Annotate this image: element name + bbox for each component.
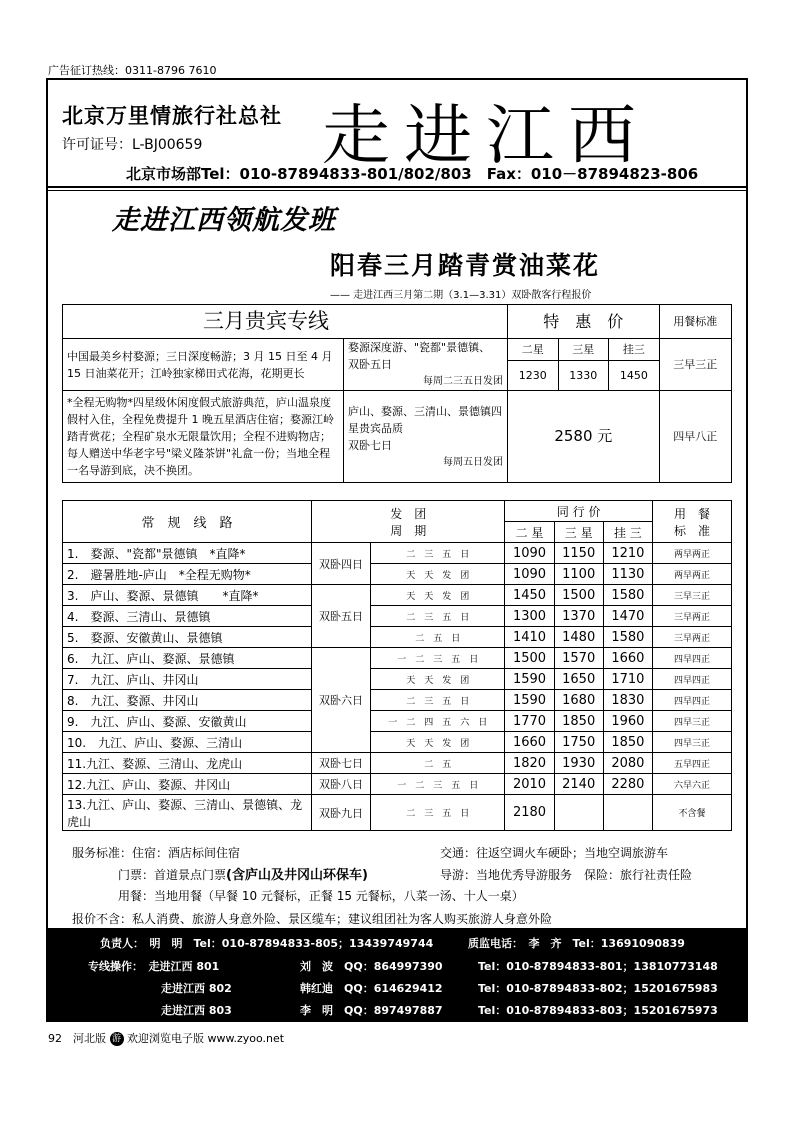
- contact-quality: 质监电话： 李 齐 Tel：13691090839: [468, 937, 685, 950]
- price-tier-3: 1150: [554, 543, 603, 564]
- vip-depart: 每周五日发团: [443, 456, 503, 468]
- vip-title: 三月贵宾专线: [63, 305, 508, 339]
- contact-op-name: 韩红迪 QQ：614629412: [300, 982, 443, 995]
- price-tier-3: 1100: [554, 564, 603, 585]
- vip-meal-header: 用餐标准: [659, 305, 731, 339]
- reg-tier: 挂 三: [603, 522, 652, 543]
- reg-header-meal-text: 用 餐: [673, 506, 710, 521]
- service-ticket-bold: (含庐山及井冈山环保车): [226, 868, 368, 883]
- route-period: 天 天 发 团: [371, 585, 505, 606]
- contact-op-label: 走进江西 803: [161, 1004, 232, 1017]
- service-meal: 用餐：当地用餐（早餐 10 元餐标，正餐 15 元餐标，八菜一汤、十人一桌）: [118, 889, 524, 903]
- service-standard: 服务标准：住宿：酒店标间住宿: [72, 846, 241, 860]
- logo-icon: 游: [110, 1032, 124, 1046]
- table-row: [63, 732, 732, 753]
- reg-header-depart: [312, 501, 505, 543]
- reg-header-meal-text: 标 准: [673, 523, 710, 538]
- route-days: 双卧八日: [312, 774, 371, 795]
- route-meal: 四早四正: [653, 690, 732, 711]
- ad-hotline: 广告征订热线：0311-8796 7610: [48, 64, 217, 77]
- reg-header-price: 同 行 价: [505, 501, 653, 522]
- route-name: 11.九江、婺源、三清山、龙虎山: [63, 753, 312, 774]
- vip-price: 1330: [558, 361, 609, 391]
- route-period: 天 天 发 团: [371, 669, 505, 690]
- table-row: [63, 690, 732, 711]
- route-meal: 三早两正: [653, 627, 732, 648]
- contact-op-name: 刘 波 QQ：864997390: [300, 960, 443, 973]
- service-ticket-text: 门票：首道景点门票: [118, 868, 227, 882]
- route-meal: 五早四正: [653, 753, 732, 774]
- footer: [48, 1030, 284, 1046]
- table-row: [63, 585, 732, 606]
- route-period: 一 二 三 五 日: [371, 648, 505, 669]
- reg-tier: 二 星: [505, 522, 554, 543]
- price-tier-2: 1770: [505, 711, 554, 732]
- price-tier-3: 1750: [554, 732, 603, 753]
- route-name: 13.九江、庐山、婺源、三清山、景德镇、龙虎山: [63, 795, 312, 831]
- divider: [48, 186, 746, 188]
- vip-desc-2: *全程无购物*四星级休闲度假式旅游典范，庐山温泉度假村入住，全程免费提升 1 晚五星酒店住宿；婺源江岭踏青赏花；全程矿泉水无限量饮用；全程不进购物店；每人赠送中华老字号"梁义隆茶饼"礼盒一份；当地全程一名导游到底，决不换团。: [63, 391, 344, 483]
- vip-meal-2: 四早八正: [659, 391, 731, 483]
- price-tier-2: 1660: [505, 732, 554, 753]
- service-traffic: 交通：往返空调火车硬卧；当地空调旅游车: [440, 846, 669, 860]
- route-meal: 四早四正: [653, 648, 732, 669]
- route-meal: 两早两正: [653, 543, 732, 564]
- price-tier-guasan: 1470: [603, 606, 652, 627]
- route-days: 双卧七日: [312, 753, 371, 774]
- price-tier-2: 1590: [505, 669, 554, 690]
- price-tier-3: 1680: [554, 690, 603, 711]
- price-tier-3: 1370: [554, 606, 603, 627]
- route-name: 7. 九江、庐山、井冈山: [63, 669, 312, 690]
- table-row: [63, 795, 732, 831]
- price-tier-guasan: 1130: [603, 564, 652, 585]
- table-row: [63, 627, 732, 648]
- vip-price-header: 特 惠 价: [508, 305, 660, 339]
- price-tier-guasan: 1710: [603, 669, 652, 690]
- price-tier-3: 1850: [554, 711, 603, 732]
- contact-op-label: 走进江西 802: [161, 982, 232, 995]
- price-tier-2: 2180: [505, 795, 554, 831]
- vip-desc-1: 中国最美乡村婺源；三日深度畅游；3 月 15 日至 4 月 15 日油菜花开；江岭独家梯田式花海，花期更长: [63, 339, 344, 391]
- price-tier-guasan: 1660: [603, 648, 652, 669]
- contact-op-tel: Tel：010-87894833-803；15201675973: [478, 1004, 718, 1017]
- price-tier-2: 1820: [505, 753, 554, 774]
- contact-op-tel: Tel：010-87894833-802；15201675983: [478, 982, 718, 995]
- price-tier-3: 1500: [554, 585, 603, 606]
- route-period: 一 二 三 五 日: [371, 774, 505, 795]
- reg-header-period-text: 周 期: [390, 523, 427, 538]
- vip-route-text: 庐山、婺源、三清山、景德镇四星贵宾品质: [348, 404, 502, 435]
- route-name: 8. 九江、婺源、井冈山: [63, 690, 312, 711]
- price-tier-3: 1650: [554, 669, 603, 690]
- price-tier-2: 1500: [505, 648, 554, 669]
- service-ticket: [118, 864, 368, 883]
- route-meal: 四早三正: [653, 732, 732, 753]
- contact-op-tel: Tel：010-87894833-801；13810773148: [478, 960, 718, 973]
- price-tier-guasan: 1580: [603, 627, 652, 648]
- table-row: [63, 774, 732, 795]
- table-row: [63, 543, 732, 564]
- service-guide: 导游：当地优秀导游服务 保险：旅行社责任险: [440, 868, 693, 882]
- vip-table: [62, 304, 732, 483]
- route-meal: 三早两正: [653, 606, 732, 627]
- price-tier-2: 1450: [505, 585, 554, 606]
- route-name: 2. 避暑胜地-庐山 *全程无购物*: [63, 564, 312, 585]
- price-tier-guasan: 1210: [603, 543, 652, 564]
- route-meal: 三早三正: [653, 585, 732, 606]
- price-tier-3: 2140: [554, 774, 603, 795]
- vip-price: 1230: [508, 361, 559, 391]
- route-days: 双卧五日: [312, 585, 371, 648]
- website-link[interactable]: 欢迎浏览电子版 www.zyoo.net: [127, 1032, 285, 1045]
- price-tier-guasan: 2080: [603, 753, 652, 774]
- route-name: 9. 九江、庐山、婺源、安徽黄山: [63, 711, 312, 732]
- vip-route-2: [344, 391, 508, 483]
- service-exclude: 报价不含：私人消费、旅游人身意外险、景区缆车；建议组团社为客人购买旅游人身意外险: [72, 912, 553, 926]
- price-tier-2: 1300: [505, 606, 554, 627]
- market-hotline: 北京市场部Tel：010-87894833-801/802/803 Fax：010－87894823-806: [126, 165, 699, 183]
- regular-routes-table: [62, 500, 732, 831]
- table-row: [63, 711, 732, 732]
- route-name: 6. 九江、庐山、婺源、景德镇: [63, 648, 312, 669]
- route-name: 10. 九江、庐山、婺源、三清山: [63, 732, 312, 753]
- price-tier-3: 1570: [554, 648, 603, 669]
- route-days: 双卧四日: [312, 543, 371, 585]
- price-tier-guasan: [603, 795, 652, 831]
- route-meal: 四早四正: [653, 669, 732, 690]
- contact-op-label: 专线操作： 走进江西 801: [88, 960, 220, 973]
- headline-primary: 走进江西领航发班: [112, 205, 336, 236]
- route-days: 双卧九日: [312, 795, 371, 831]
- route-period: 二 三 五 日: [371, 690, 505, 711]
- big-title: 走进江西: [322, 98, 651, 174]
- route-meal: 两早两正: [653, 564, 732, 585]
- route-period: 天 天 发 团: [371, 732, 505, 753]
- contact-manager: 负责人： 明 明 Tel：010-87894833-805；13439749744: [100, 937, 434, 950]
- route-period: 一 二 四 五 六 日: [371, 711, 505, 732]
- price-tier-2: 2010: [505, 774, 554, 795]
- route-name: 1. 婺源、"瓷都"景德镇 *直降*: [63, 543, 312, 564]
- vip-tier: 二星: [508, 339, 559, 361]
- contact-op-name: 李 明 QQ：897497887: [300, 1004, 443, 1017]
- vip-route-text: 婺源深度游、"瓷都"景德镇、: [348, 341, 491, 354]
- route-meal: 六早六正: [653, 774, 732, 795]
- price-tier-guasan: 2280: [603, 774, 652, 795]
- price-tier-guasan: 1960: [603, 711, 652, 732]
- license-number: 许可证号：L-BJ00659: [62, 137, 203, 153]
- headline-subtitle: —— 走进江西三月第二期（3.1—3.31）双卧散客行程报价: [330, 290, 592, 301]
- vip-price-2: 2580 元: [508, 391, 660, 483]
- vip-tier: 挂三: [609, 339, 660, 361]
- route-name: 12.九江、庐山、婺源、井冈山: [63, 774, 312, 795]
- vip-price: 1450: [609, 361, 660, 391]
- reg-header-route: 常 规 线 路: [63, 501, 312, 543]
- table-row: [63, 669, 732, 690]
- vip-depart: 每周二三五日发团: [423, 376, 503, 387]
- route-name: 3. 庐山、婺源、景德镇 *直降*: [63, 585, 312, 606]
- table-row: [63, 648, 732, 669]
- route-period: 天 天 发 团: [371, 564, 505, 585]
- vip-tier: 三星: [558, 339, 609, 361]
- reg-header-depart-text: 发 团: [390, 506, 427, 521]
- table-row: [63, 606, 732, 627]
- route-name: 4. 婺源、三清山、景德镇: [63, 606, 312, 627]
- route-period: 二 三 五 日: [371, 795, 505, 831]
- price-tier-guasan: 1580: [603, 585, 652, 606]
- divider: [48, 190, 746, 191]
- route-meal: 不含餐: [653, 795, 732, 831]
- route-period: 二 五: [371, 753, 505, 774]
- price-tier-2: 1090: [505, 564, 554, 585]
- vip-route-1: [344, 339, 508, 391]
- price-tier-2: 1410: [505, 627, 554, 648]
- price-tier-guasan: 1850: [603, 732, 652, 753]
- route-days: 双卧六日: [312, 648, 371, 753]
- contacts-panel: [48, 928, 746, 1020]
- headline-secondary: 阳春三月踏青赏油菜花: [330, 251, 601, 280]
- reg-header-meal: [653, 501, 732, 543]
- table-row: [63, 753, 732, 774]
- price-tier-2: 1090: [505, 543, 554, 564]
- price-tier-3: 1930: [554, 753, 603, 774]
- vip-duration: 双卧五日: [348, 358, 392, 371]
- route-period: 二 三 五 日: [371, 543, 505, 564]
- vip-duration: 双卧七日: [348, 438, 392, 452]
- price-tier-3: 1480: [554, 627, 603, 648]
- price-tier-3: [554, 795, 603, 831]
- route-period: 二 五 日: [371, 627, 505, 648]
- page-number: 92 河北版: [48, 1032, 106, 1045]
- route-period: 二 三 五 日: [371, 606, 505, 627]
- table-row: [63, 564, 732, 585]
- route-name: 5. 婺源、安徽黄山、景德镇: [63, 627, 312, 648]
- reg-tier: 三 星: [554, 522, 603, 543]
- route-meal: 四早三正: [653, 711, 732, 732]
- company-name: 北京万里情旅行社总社: [62, 104, 282, 128]
- price-tier-guasan: 1830: [603, 690, 652, 711]
- vip-meal-1: 三早三正: [659, 339, 731, 391]
- price-tier-2: 1590: [505, 690, 554, 711]
